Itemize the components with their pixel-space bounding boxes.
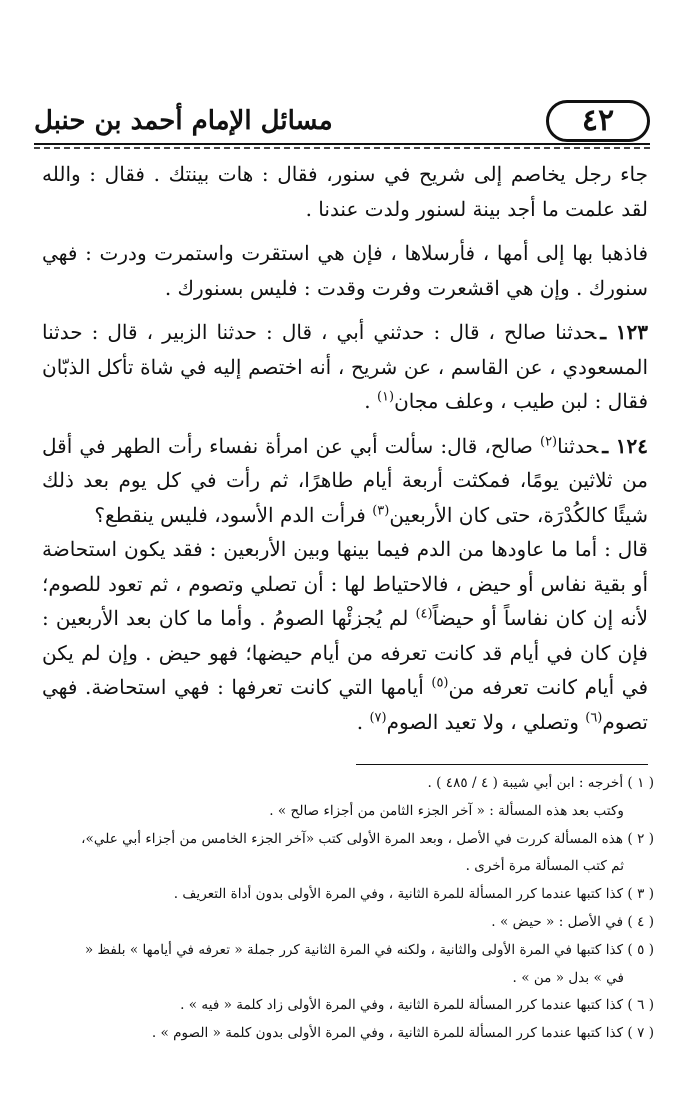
item-end: . xyxy=(364,389,377,413)
book-title: مسائل الإمام أحمد بن حنبل xyxy=(34,106,333,136)
hadith-124-answer xyxy=(42,532,648,739)
page-number: ٤٢ xyxy=(546,100,650,142)
header-dashed-rule xyxy=(34,147,650,149)
footnote-line: ( ٥ ) كذا كتبها في المرة الأولى والثانية ، ولكنه في المرة الثانية كرر جملة « تعرفه في أيامها » بلفظ « xyxy=(84,941,654,958)
item-text: حدثنا صالح ، قال : حدثني أبي ، قال : حدثنا الزبير ، قال : حدثنا المسعودي ، عن القاسم ، عن شريح ، أنه اختصم إليه في شاة تأكل الذبّان فقال : لبن طيب ، وعلف مجان xyxy=(42,320,648,413)
footnote-line: ( ٦ ) كذا كتبها عندما كرر المسألة للمرة الثانية ، وفي المرة الأولى زاد كلمة « فيه » . xyxy=(180,997,654,1014)
footnote-line: ( ٧ ) كذا كتبها عندما كرر المسألة للمرة الثانية ، وفي المرة الأولى بدون كلمة « الصوم » . xyxy=(151,1025,654,1042)
paragraph: فاذهبا بها إلى أمها ، فأرسلاها ، فإن هي استقرت واستمرت ودرت : فهي سنورك . وإن هي اقشعرت وفرت وقدت : فليس بسنورك . xyxy=(42,241,648,300)
footnote-ref[interactable]: (٦) xyxy=(585,709,603,725)
footnotes xyxy=(44,770,654,1048)
header-rule xyxy=(34,143,650,145)
answer-text: لم يُجزئْها الصومُ . وأما ما كان بعد الأربعين : فإن كان في أيام قد كانت تعرفه من أيام حيضها؛ فهو حيض . وإن لم يكن في أيام كانت تعرفه من xyxy=(42,606,648,699)
answer-text: أيامها التي كانت تعرفها : فهي استحاضة. فهي تصوم xyxy=(42,675,648,734)
item-text: فرأت الدم الأسود، فليس ينقطع؟ xyxy=(94,502,373,527)
footnote-line: ( ٢ ) هذه المسألة كررت في الأصل ، وبعد المرة الأولى كتب «آخر الجزء الخامس من أجزاء أبي علي»، xyxy=(81,830,654,847)
answer-text: قال : أما ما عاودها من الدم فيما بينها وبين الأربعين : فقد يكون استحاضة أو بقية نفاس أو حيض ، فالاحتياط لها : أن تصلي وتصوم ، ثم تعود للصوم؛ لأنه إن كان نفاساً أو حيضاً xyxy=(42,537,648,630)
footnote-line: ( ١ ) أخرجه : ابن أبي شيبة ( ٤ / ٤٨٥ ) . xyxy=(427,775,654,791)
footnote-ref[interactable]: (٥) xyxy=(431,675,449,691)
main-text xyxy=(42,157,648,739)
paragraph: جاء رجل يخاصم إلى شريح في سنور، فقال : هات بينتك . فقال : والله لقد علمت ما أجد بينة لسنور ولدت عندنا . xyxy=(42,162,648,221)
footnote-line: ( ٣ ) كذا كتبها عندما كرر المسألة للمرة الثانية ، وفي المرة الأولى بدون أداة التعريف . xyxy=(173,886,654,903)
footnote-ref[interactable]: (٣) xyxy=(372,502,390,518)
hadith-124 xyxy=(42,429,648,533)
footnote-separator xyxy=(356,764,648,765)
answer-text: وتصلي ، ولا تعيد الصوم xyxy=(386,709,586,734)
footnote-line: ثم كتب المسألة مرة أخرى . xyxy=(465,858,624,875)
item-text: صالح، قال: سألت أبي عن امرأة نفساء رأت الطهر في أقل من ثلاثين يومًا، فمكثت أربعة أيام طاهرًا، ثم رأت في كل يوم بعد ذلك شيئًا كالكُدْرَة، حتى كان الأربعين xyxy=(42,433,648,527)
item-number: ١٢٣ ـ xyxy=(600,320,649,344)
item-number: ١٢٤ ـ xyxy=(602,433,649,458)
hadith-123 xyxy=(42,315,648,419)
item-text: حدثنا xyxy=(557,433,599,458)
footnote-ref[interactable]: (٤) xyxy=(415,606,433,622)
footnote-ref[interactable]: (٧) xyxy=(369,709,387,725)
footnote-line: في » بدل « من » . xyxy=(512,969,624,986)
page-header xyxy=(34,100,650,146)
item-end: . xyxy=(356,709,370,734)
footnote-ref[interactable]: (٢) xyxy=(539,433,558,449)
footnote-line: وكتب بعد هذه المسألة : « آخر الجزء الثامن من أجزاء صالح » . xyxy=(269,802,624,819)
footnote-line: ( ٤ ) في الأصل : « حيض » . xyxy=(491,913,654,930)
footnote-ref[interactable]: (١) xyxy=(376,389,395,405)
